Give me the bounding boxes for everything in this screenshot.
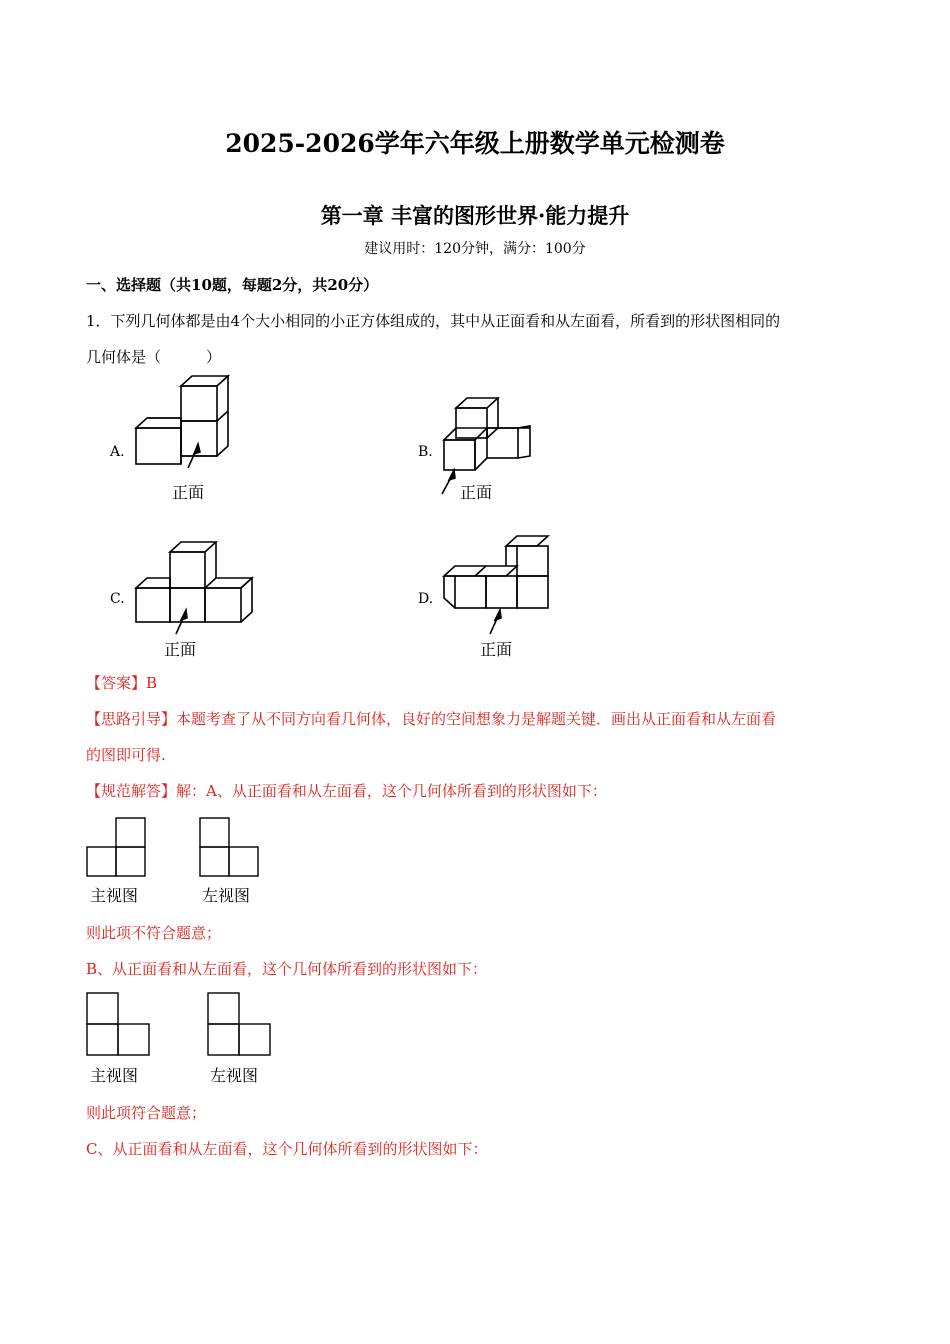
section-title: 一、选择题（共10题，每题2分，共20分） [86, 276, 379, 294]
c-intro: C、从正面看和从左面看，这个几何体所看到的形状图如下： [86, 1140, 488, 1158]
question-text-line2: 几何体是（ ） [86, 348, 222, 366]
a-left-view-label: 左视图 [202, 886, 251, 905]
answer-line [86, 672, 157, 693]
option-a-label: A. [110, 444, 125, 460]
option-d-figure [440, 532, 560, 637]
answer-label: 【答案】 [86, 674, 147, 692]
a-front-view-label: 主视图 [90, 886, 139, 905]
option-a-front-label: 正面 [172, 483, 205, 502]
a-front-view-figure [86, 817, 148, 877]
hint-text-2: 的图即可得. [86, 746, 166, 764]
solution-label: 【规范解答】 [86, 782, 177, 800]
b-front-view-figure [86, 992, 152, 1056]
b-left-view-label: 左视图 [210, 1066, 259, 1085]
b-front-view-label: 主视图 [90, 1066, 139, 1085]
page-title: 2025-2026学年六年级上册数学单元检测卷 [225, 129, 725, 158]
question-text-line1: 1．下列几何体都是由4个大小相同的小正方体组成的，其中从正面看和从左面看，所看到的形状图相同的 [86, 312, 781, 330]
b-left-view-figure [207, 992, 273, 1056]
hint-text-1: 本题考查了从不同方向看几何体，良好的空间想象力是解题关键．画出从正面看和从左面看 [176, 710, 777, 728]
option-c-figure [130, 540, 260, 640]
option-b-front-label: 正面 [460, 483, 493, 502]
option-c-label: C. [110, 591, 125, 607]
a-left-view-figure [199, 817, 261, 877]
b-intro: B、从正面看和从左面看，这个几何体所看到的形状图如下： [86, 960, 488, 978]
solution-intro: 解：A、从正面看和从左面看，这个几何体所看到的形状图如下： [176, 782, 607, 800]
option-b-label: B. [418, 444, 433, 460]
a-result: 则此项不符合题意； [86, 924, 222, 942]
b-result: 则此项符合题意； [86, 1104, 207, 1122]
hint-line1 [86, 708, 776, 729]
option-a-figure [130, 372, 240, 472]
hint-label: 【思路引导】 [86, 710, 177, 728]
solution-line [86, 780, 607, 801]
exam-meta: 建议用时：120分钟，满分：100分 [364, 241, 586, 257]
option-d-label: D. [418, 591, 434, 607]
answer-value: B [146, 674, 158, 692]
option-c-front-label: 正面 [164, 640, 197, 659]
option-d-front-label: 正面 [480, 640, 513, 659]
chapter-subtitle: 第一章 丰富的图形世界·能力提升 [320, 203, 630, 228]
